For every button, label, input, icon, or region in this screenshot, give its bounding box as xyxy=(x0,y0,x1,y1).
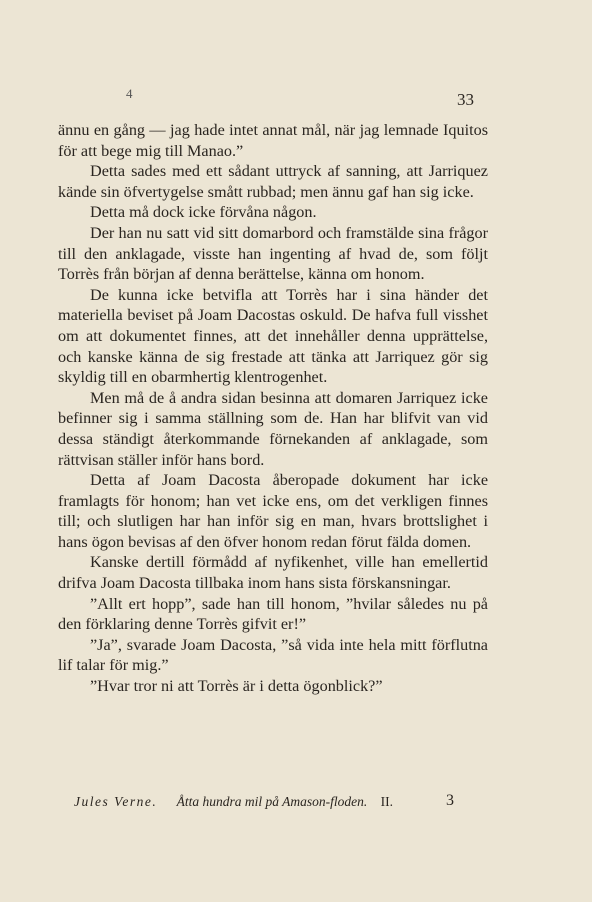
paragraph: Kanske dertill förmådd af nyfikenhet, ville han emellertid drifva Joam Dacosta tillbaka inom hans sista förskansningar. xyxy=(58,553,488,593)
footer-volume: II. xyxy=(380,794,393,809)
paragraph: Detta sades med ett sådant uttryck af sanning, att Jarriquez kände sin öfvertygelse smått rubbad; men ännu gaf han sig icke. xyxy=(58,162,488,201)
paragraph: ännu en gång — jag hade intet annat mål, när jag lemnade Iquitos för att bege mig till Manao.” xyxy=(58,121,488,160)
paragraph: Der han nu satt vid sitt domarbord och framstälde sina frågor till den anklagade, visste han ingenting af hvad de, som följt Torrès från början af denna berättelse, känna om honom. xyxy=(58,223,488,284)
body-text xyxy=(58,120,488,697)
paragraph: ”Ja”, svarade Joam Dacosta, ”så vida inte hela mitt förflutna lif talar för mig.” xyxy=(58,635,488,675)
signature-mark: 3 xyxy=(446,792,454,809)
paragraph: De kunna icke betvifla att Torrès har i sina händer det materiella beviset på Joam Dacostas oskuld. De hafva full visshet om att dokumentet finnes, att det innehåller denna upprättelse, och kanske känna de sig frestade att tänka att Jarriquez gör sig skyldig till en obarmhertig klentrogenhet. xyxy=(58,285,488,387)
footer-author: Jules Verne. xyxy=(74,794,158,809)
page-footer xyxy=(74,794,454,810)
page-number: 33 xyxy=(457,90,474,109)
paragraph: ”Allt ert hopp”, sade han till honom, ”hvilar således nu på den förklaring denne Torrès gifvit er!” xyxy=(58,594,488,634)
paragraph: Men må de å andra sidan besinna att domaren Jarriquez icke befinner sig i samma ställning som de. Han har blifvit van vid dessa ständigt återkommande förnekanden af anklagade, som rättvisan ställer inför hans bord. xyxy=(58,388,488,469)
paragraph: Detta af Joam Dacosta åberopade dokument har icke framlagts för honom; han vet icke ens, om det verkligen finnes till; och slutligen har han inför sig en man, hvars brottslighet i hans ögon bevisas af den öfver honom redan förut fälda domen. xyxy=(58,471,488,551)
paragraph: ”Hvar tror ni att Torrès är i detta ögonblick?” xyxy=(90,677,383,696)
paragraph: Detta må dock icke förvåna någon. xyxy=(90,203,317,222)
printer-mark: 4 xyxy=(126,86,133,101)
footer-title: Åtta hundra mil på Amason-floden. xyxy=(176,794,368,809)
